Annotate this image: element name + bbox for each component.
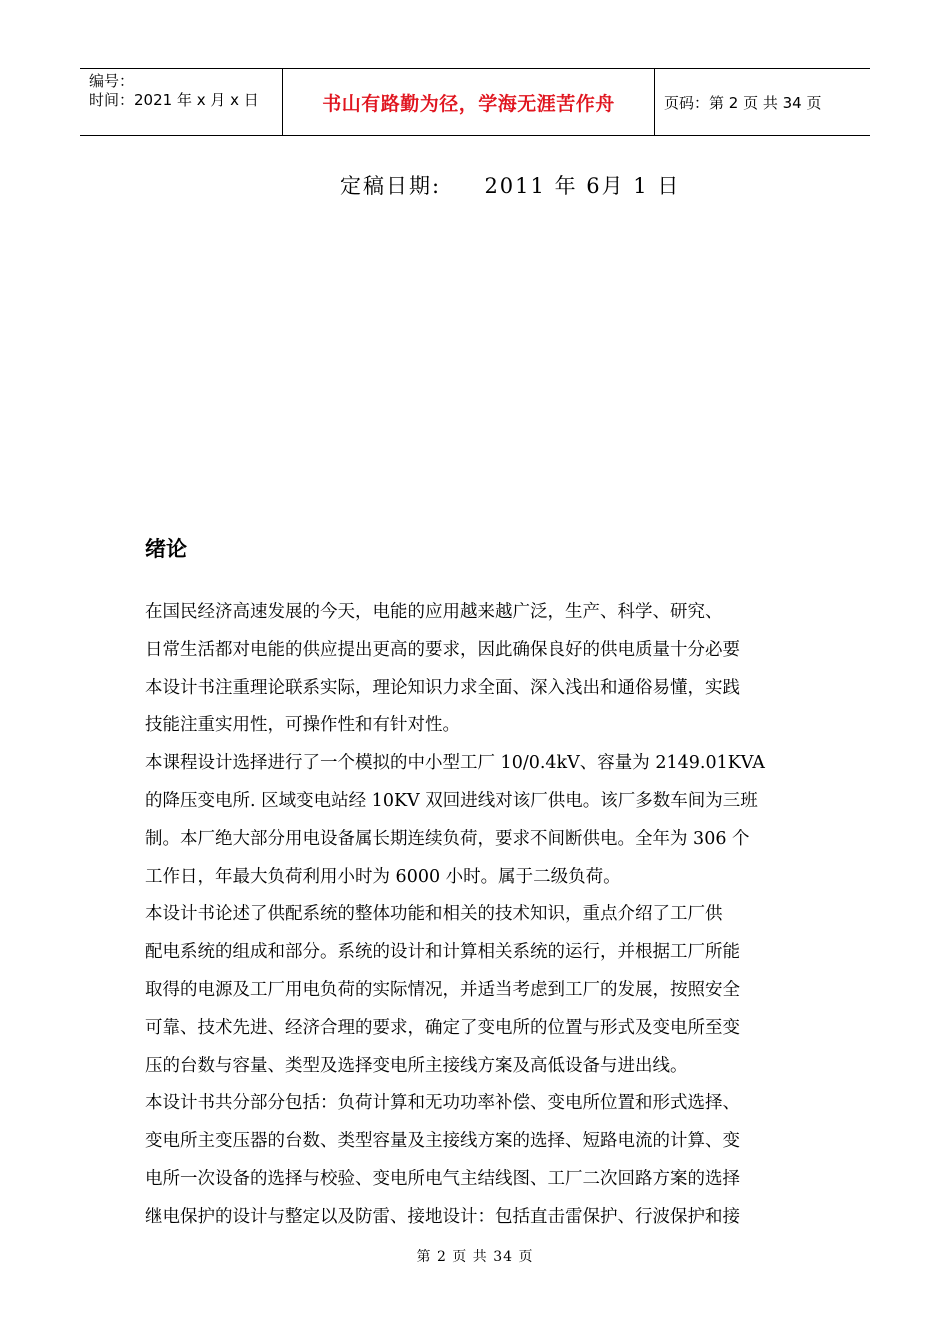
section-title: 绪论 xyxy=(145,537,187,561)
document-time-label: 时间：2021 年 x 月 x 日 xyxy=(89,91,259,109)
body-line: 配电系统的组成和部分。系统的设计和计算相关系统的运行，并根据工厂所能 xyxy=(145,942,740,963)
body-line: 本课程设计选择进行了一个模拟的中小型工厂 10/0.4kV、容量为 2149.01KVA xyxy=(145,753,765,774)
body-text xyxy=(145,594,825,1237)
header-motto: 书山有路勤为径，学海无涯苦作舟 xyxy=(322,92,615,115)
body-line: 本设计书注重理论联系实际，理论知识力求全面、深入浅出和通俗易懂，实践 xyxy=(145,677,740,698)
final-date: 定稿日期: 2011 年 6月 1 日 xyxy=(340,174,681,198)
document-number-label: 编号： xyxy=(89,72,135,90)
body-line: 日常生活都对电能的供应提出更高的要求，因此确保良好的供电质量十分必要 xyxy=(145,639,740,660)
header-motto-cell xyxy=(283,69,655,135)
body-line: 技能注重实用性，可操作性和有针对性。 xyxy=(145,715,460,736)
header-meta-cell xyxy=(80,69,283,135)
header-page-cell xyxy=(655,69,870,135)
body-line: 压的台数与容量、类型及选择变电所主接线方案及高低设备与进出线。 xyxy=(145,1055,688,1076)
body-line: 本设计书共分部分包括：负荷计算和无功功率补偿、变电所位置和形式选择、 xyxy=(145,1093,740,1114)
page-footer: 第 2 页 共 34 页 xyxy=(416,1249,534,1265)
body-line: 电所一次设备的选择与校验、变电所电气主结线图、工厂二次回路方案的选择 xyxy=(145,1168,740,1189)
body-line: 的降压变电所. 区域变电站经 10KV 双回进线对该厂供电。该厂多数车间为三班 xyxy=(145,790,758,811)
body-line: 继电保护的设计与整定以及防雷、接地设计：包括直击雷保护、行波保护和接 xyxy=(145,1206,740,1227)
body-line: 本设计书论述了供配系统的整体功能和相关的技术知识，重点介绍了工厂供 xyxy=(145,904,723,925)
body-line: 取得的电源及工厂用电负荷的实际情况，并适当考虑到工厂的发展，按照安全 xyxy=(145,979,740,1000)
page-header xyxy=(80,68,870,136)
body-line: 工作日，年最大负荷利用小时为 6000 小时。属于二级负荷。 xyxy=(145,866,621,887)
body-line: 变电所主变压器的台数、类型容量及主接线方案的选择、短路电流的计算、变 xyxy=(145,1131,740,1152)
header-page-info: 页码：第 2 页 共 34 页 xyxy=(664,93,822,112)
body-line: 制。本厂绝大部分用电设备属长期连续负荷，要求不间断供电。全年为 306 个 xyxy=(145,828,750,849)
body-line: 在国民经济高速发展的今天，电能的应用越来越广泛，生产、科学、研究、 xyxy=(145,602,723,622)
body-line: 可靠、技术先进、经济合理的要求，确定了变电所的位置与形式及变电所至变 xyxy=(145,1017,740,1038)
